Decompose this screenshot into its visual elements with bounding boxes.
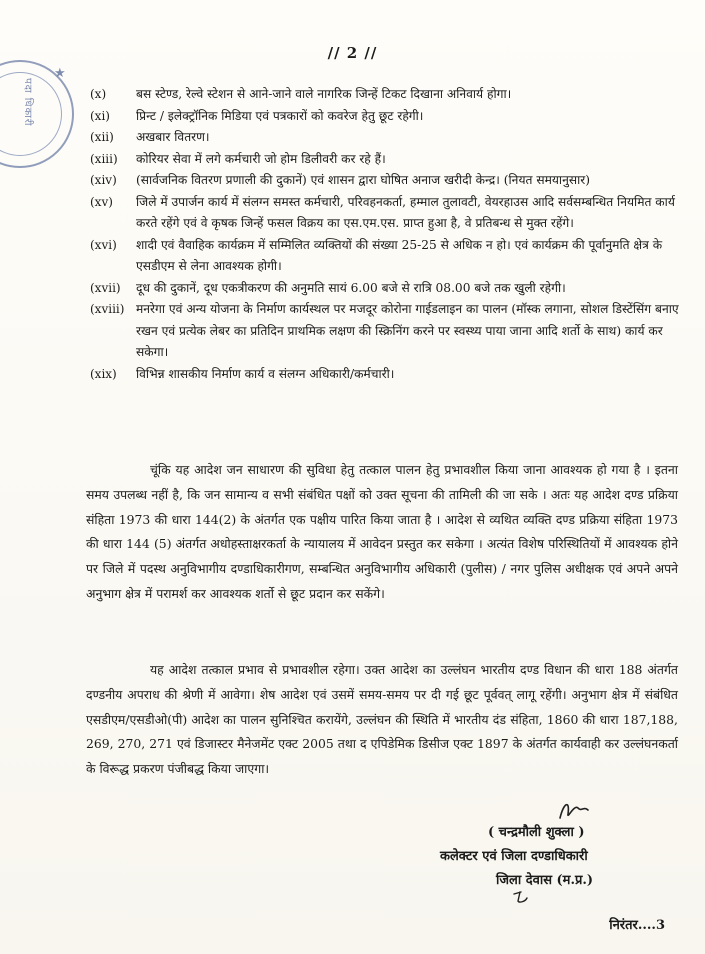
item-text: बस स्टेण्ड, रेल्वे स्टेशन से आने-जाने वाले नागरिक जिन्हें टिकट दिखाना अनिवार्य होगा। <box>136 87 512 101</box>
list-item <box>90 106 690 128</box>
item-number: (xiii) <box>90 151 118 166</box>
list-item <box>90 149 690 171</box>
exemption-list <box>90 84 690 385</box>
list-item <box>90 84 690 106</box>
item-text: प्रिन्ट / इलेक्ट्रॉनिक मिडिया एवं पत्रकारों को कवरेज हेतु छूट रहेगी। <box>136 108 424 123</box>
initial-mark <box>511 890 531 904</box>
item-text: शादी एवं वैवाहिक कार्यक्रम में सम्मिलित व्यक्तियों की संख्या 25-25 से अधिक न हो। एवं कार्यक्रम की पूर्वानुमति क्षेत्र के एसडीएम से लेना आवश्यक होगी। <box>136 237 663 273</box>
item-number: (xvi) <box>90 237 117 252</box>
paragraph-text: यह आदेश तत्काल प्रभाव से प्रभावशील रहेगा। उक्त आदेश का उल्लंघन भारतीय दण्ड विधान की धारा 188 अंतर्गत दण्डनीय अपराध की श्रेणी में आवेगा। शेष आदेश एवं उसमें समय-समय पर दी गई छूट पूर्ववत् लागू रहेंगी। अनुभाग क्षेत्र में संबंधित एसडीएम/एसडीओ(पी) आदेश का पालन सुनिश्चित करायेंगे, उल्लंघन की स्थिति में भारतीय दंड संहिता, 1860 की धारा 187,188, 269, 270, 271 एवं डिजास्टर मैनेजमेंट एक्ट 2005 तथा द एपिडेमिक डिसीज एक्ट 1897 के अंतर्गत कार्यवाही कर उल्लंघनकर्ता के विरूद्ध प्रकरण पंजीबद्ध किया जाएगा। <box>86 662 678 777</box>
item-text: विभिन्न शासकीय निर्माण कार्य व संलग्न अधिकारी/कर्मचारी। <box>136 366 395 381</box>
item-number: (x) <box>90 87 107 101</box>
item-number: (xvii) <box>90 280 121 295</box>
item-number: (xviii) <box>90 302 125 316</box>
signatory-block <box>440 821 700 893</box>
item-number: (xiv) <box>90 173 117 187</box>
signatory-designation: कलेक्टर एवं जिला दण्डाधिकारी <box>440 849 588 864</box>
item-text: मनरेगा एवं अन्य योजना के निर्माण कार्यस्थल पर मजदूर कोरोना गाईडलाइन का पालन (मॉस्क लगाना, सोशल डिस्टेंसिंग बनाए रखन एवं प्रत्येक लेबर का प्रतिदिन प्राथमिक लक्षण की स्क्रिनिंग करने पर स्वस्थ्य पाया जाना आदि शर्तो के साथ) कार्य कर सकेगा। <box>136 302 679 359</box>
continued-marker: निरंतर....3 <box>609 918 665 933</box>
list-item <box>90 364 690 386</box>
order-paragraph-2 <box>86 658 678 782</box>
paragraph-text: चूंकि यह आदेश जन साधारण की सुविधा हेतु तत्काल पालन हेतु प्रभावशील किया जाना आवश्यक हो गया है । इतना समय उपलब्ध नहीं है, कि जन सामान्य व सभी संबंधित पक्षों को उक्त सूचना की तामिली की जा सके । अतः यह आदेश दण्ड प्रक्रिया संहिता 1973 की धारा 144(2) के अंतर्गत एक पक्षीय पारित किया जाता है । आदेश से व्यथित व्यक्ति दण्ड प्रक्रिया संहिता 1973 की धारा 144 (5) अंतर्गत अधोहस्ताक्षरकर्ता के न्यायालय में आवेदन प्रस्तुत कर सकेगा । अत्यंत विशेष परिस्थितियों में आवश्यक होने पर जिले में पदस्थ अनुविभागीय दण्डाधिकारीगण, सम्बन्धित अनुविभागीय अधिकारी (पुलीस) / नगर पुलिस अधीक्षक एवं अपने अपने अनुभाग क्षेत्र में परामर्श कर आवश्यक शर्तो से छूट प्रदान कर सकेंगे। <box>86 462 678 601</box>
stamp-text: पदा धिकारी <box>22 78 33 127</box>
item-text: (सार्वजनिक वितरण प्रणाली की दुकानें) एवं शासन द्वारा घोषित अनाज खरीदी केन्द्र। (नियत समयानुसार) <box>136 173 590 187</box>
list-item <box>90 278 690 300</box>
list-item <box>90 170 690 192</box>
page-number: // 2 // <box>327 44 378 62</box>
list-item <box>90 299 690 364</box>
item-text: अखबार वितरण। <box>136 130 210 144</box>
item-number: (xi) <box>90 108 110 123</box>
list-item <box>90 192 690 235</box>
item-number: (xix) <box>90 366 117 381</box>
item-number: (xii) <box>90 130 114 144</box>
item-number: (xv) <box>90 194 113 209</box>
item-text: कोरियर सेवा में लगे कर्मचारी जो होम डिलीवरी कर रहे हैं। <box>136 151 386 166</box>
order-paragraph-1 <box>86 458 678 607</box>
signatory-name: ( चन्द्रमौली शुक्ला ) <box>488 825 585 840</box>
item-text: दूध की दुकानें, दूध एकत्रीकरण की अनुमति सायं 6.00 बजे से रात्रि 08.00 बजे तक खुली रहेगी। <box>136 280 566 295</box>
list-item <box>90 127 690 149</box>
item-text: जिले में उपार्जन कार्य में संलग्न समस्त कर्मचारी, परिवहनकर्ता, हम्माल तुलावटी, वेयरहाउस आदि सर्वसम्बन्धित नियमित कार्य करते रहेंगे एवं वे कृषक जिन्हें फसल विक्रय का एस.एम.एस. प्राप्त हुआ है, वे प्रतिबन्ध से मुक्त रहेंगे। <box>136 194 675 230</box>
stamp-star-icon: ★ <box>54 66 66 81</box>
signatory-place: जिला देवास (म.प्र.) <box>496 873 594 888</box>
list-item <box>90 235 690 278</box>
